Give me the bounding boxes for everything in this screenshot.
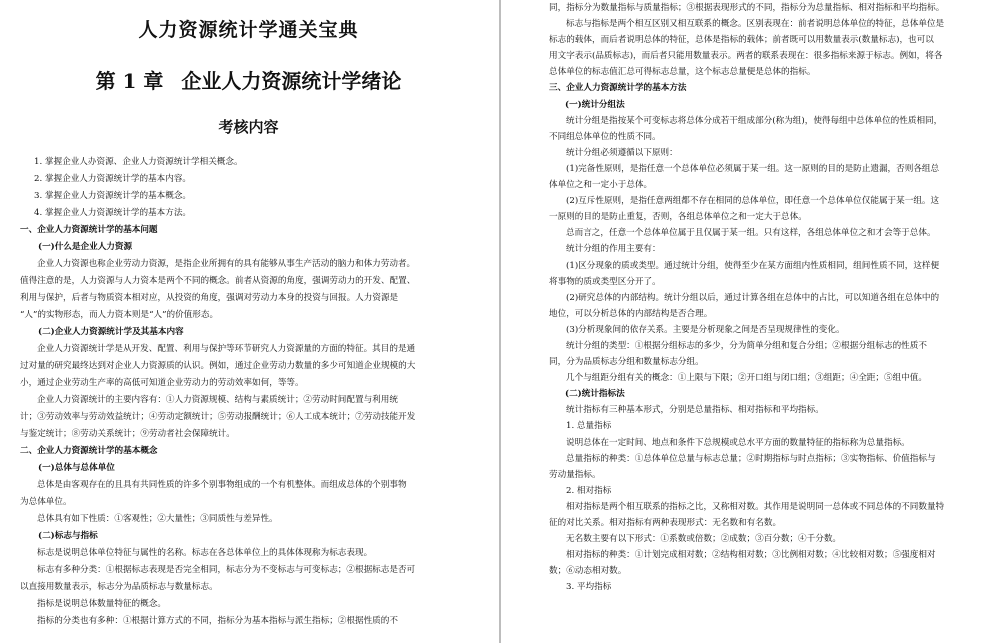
numbered-heading: 2. 相对指标 xyxy=(566,485,612,496)
paragraph-line: (1)区分现象的质或类型。通过统计分组，使得至少在某方面组内性质相同，组间性质不同，这样便 xyxy=(566,260,940,271)
section-heading: 考核内容 xyxy=(218,118,279,136)
paragraph-line: 劳动量指标。 xyxy=(549,469,601,480)
paragraph-line: 说明总体在一定时间、地点和条件下总规模或总水平方面的数量特征的指标称为总量指标。 xyxy=(566,437,910,448)
paragraph-line: 值得注意的是，人力资源与人力资本是两个不同的概念。前者从资源的角度，强调劳动力的开发、配置、 xyxy=(20,276,416,286)
paragraph-line: 一原则的目的是防止重复，否则，各组总体单位之和一定大于总体。 xyxy=(549,212,807,223)
paragraph-line: 相对指标的种类：①计划完成相对数；②结构相对数；③比例相对数；④比较相对数；⑤强度相对 xyxy=(566,550,936,561)
chapter-number: 第 1 章 xyxy=(95,69,164,93)
objective-item: 2. 掌握企业人力资源统计学的基本内容。 xyxy=(34,174,192,184)
paragraph-line: 企业人力资源统计学是从开发、配置、利用与保护等环节研究人力资源量的方面的特征。其目的是通 xyxy=(37,344,416,354)
paragraph-line: 地位，可以分析总体的内部结构是否合理。 xyxy=(549,308,713,319)
paragraph-line: 指标的分类也有多种：①根据计算方式的不同，指标分为基本指标与派生指标；②根据性质的不 xyxy=(37,616,398,626)
paragraph-line: (3)分析现象间的依存关系。主要是分析现象之间是否呈现规律性的变化。 xyxy=(566,324,845,335)
subsection-title: (二)企业人力资源统计学及其基本内容 xyxy=(38,327,184,337)
paragraph-line: 总量指标的种类：①总体单位总量与标志总量；②时期指标与时点指标；③实物指标、价值指标与 xyxy=(566,453,936,464)
paragraph-line: 企业人力资源也称企业劳动力资源，是指企业所拥有的具有能够从事生产活动的脑力和体力劳动者。 xyxy=(37,259,416,269)
paragraph-line: 统计分组的作用主要有： xyxy=(566,244,661,255)
subsection-title: (一)统计分组法 xyxy=(565,99,625,110)
paragraph-line: 相对指标是两个相互联系的指标之比，又称相对数。其作用是说明同一总体或不同总体的不同数量特 xyxy=(566,501,945,512)
objective-item: 3. 掌握企业人力资源统计学的基本概念。 xyxy=(34,191,192,201)
left-page xyxy=(0,0,499,643)
numbered-heading: 3. 平均指标 xyxy=(566,582,612,593)
numbered-heading: 1. 总量指标 xyxy=(566,421,612,432)
paragraph-line: 企业人力资源统计的主要内容有：①人力资源规模、结构与素质统计；②劳动时间配置与利用统 xyxy=(37,395,398,405)
paragraph-line: 将事物的质或类型区分开了。 xyxy=(549,276,661,287)
paragraph-line: 标志是说明总体单位特征与属性的名称。标志在各总体单位上的具体体现称为标志表现。 xyxy=(37,548,373,558)
chapter-heading xyxy=(20,66,477,96)
paragraph-line: 无名数主要有以下形式：①系数或倍数；②成数；③百分数；④千分数。 xyxy=(566,534,842,545)
paragraph-line: 利用与保护，后者与物质资本相对应，从投资的角度，强调对劳动力本身的投资与回报。人力资源是 xyxy=(20,293,399,303)
paragraph-line: (1)完备性原则，是指任意一个总体单位必须属于某一组。这一原则的目的是防止遗漏，否则各组总 xyxy=(566,163,940,174)
right-page xyxy=(501,0,1000,643)
book-title: 人力资源统计学通关宝典 xyxy=(138,19,359,41)
paragraph-line: 不同组总体单位的性质不同。 xyxy=(549,131,661,142)
paragraph-line: 同，分为品质标志分组和数量标志分组。 xyxy=(549,357,704,368)
paragraph-line: 计；③劳动效率与劳动效益统计；④劳动定额统计；⑤劳动报酬统计；⑥人工成本统计；⑦劳动技能开发 xyxy=(20,412,416,422)
paragraph-line: 数；⑥动态相对数。 xyxy=(549,566,627,577)
section-title: 二、企业人力资源统计学的基本概念 xyxy=(20,446,158,456)
paragraph-line: 为总体单位。 xyxy=(20,497,72,507)
paragraph-line: 过对量的研究最终达到对企业人力资源质的认识。例如，通过企业劳动力数量的多少可知道企业规模的大 xyxy=(20,361,416,371)
subsection-title: (一)什么是企业人力资源 xyxy=(38,242,133,252)
right-body xyxy=(549,0,980,595)
paragraph-line: (2)研究总体的内部结构。统计分组以后，通过计算各组在总体中的占比，可以知道各组在总体中的 xyxy=(566,292,940,303)
subsection-title: (二)统计指标法 xyxy=(565,389,625,400)
subsection-title: (二)标志与指标 xyxy=(38,531,98,541)
paragraph-line: 与鉴定统计；⑧劳动关系统计；⑨劳动者社会保障统计。 xyxy=(20,429,235,439)
section-title: 一、企业人力资源统计学的基本问题 xyxy=(20,225,158,235)
objective-item: 4. 掌握企业人力资源统计学的基本方法。 xyxy=(34,208,192,218)
paragraph-line: 统计分组的类型：①根据分组标志的多少，分为简单分组和复合分组；②根据分组标志的性质不 xyxy=(566,340,927,351)
chapter-title: 企业人力资源统计学绪论 xyxy=(181,69,402,93)
subsection-title: (一)总体与总体单位 xyxy=(38,463,115,473)
paragraph-line: 标志有多种分类：①根据标志表现是否完全相同，标志分为不变标志与可变标志；②根据标志是否可 xyxy=(37,565,416,575)
paragraph-line: (2)互斥性原则，是指任意两组都不存在相同的总体单位，即任意一个总体单位仅能属于某一组。这 xyxy=(566,196,940,207)
paragraph-line: 体单位之和一定小于总体。 xyxy=(549,180,653,191)
paragraph-line: 总体是由客观存在的且具有共同性质的许多个别事物组成的一个有机整体。而组成总体的个别事物 xyxy=(37,480,407,490)
paragraph-line: 标志与指标是两个相互区别又相互联系的概念。区别表现在：前者说明总体单位的特征，总体单位是 xyxy=(566,19,945,30)
paragraph-line: 以直接用数量表示，标志分为品质标志与数量标志。 xyxy=(20,582,218,592)
objective-item: 1. 掌握企业人办资源、企业人力资源统计学相关概念。 xyxy=(34,157,243,167)
paragraph-line: 标志的载体，而后者说明总体的特征，总体是指标的载体；前者既可以用数量表示(数量标志)，也可以 xyxy=(549,35,934,46)
section-title: 三、企业人力资源统计学的基本方法 xyxy=(549,83,687,94)
paragraph-line: “人”的实物形态，而人力资本则是“人”的价值形态。 xyxy=(20,310,219,320)
paragraph-line: 小，通过企业劳动生产率的高低可知道企业劳动力的劳动效率如何，等等。 xyxy=(20,378,304,388)
left-body xyxy=(20,154,477,630)
paragraph-line: 总体具有如下性质：①客观性；②大量性；③同质性与差异性。 xyxy=(37,514,278,524)
paragraph-line: 几个与组距分组有关的概念：①上限与下限；②开口组与闭口组；③组距；④全距；⑤组中值。 xyxy=(566,373,927,384)
paragraph-line: 同，指标分为数量指标与质量指标；③根据表现形式的不同，指标分为总量指标、相对指标和平均指标。 xyxy=(549,3,945,13)
paragraph-line: 统计指标有三种基本形式，分别是总量指标、相对指标和平均指标。 xyxy=(566,405,824,416)
paragraph-line: 指标是说明总体数量特征的概念。 xyxy=(37,599,166,609)
paragraph-line: 征的对比关系。相对指标有两种表现形式：无名数和有名数。 xyxy=(549,518,782,528)
paragraph-line: 总体单位的标志值汇总可得标志总量，这个标志总量便是总体的指标。 xyxy=(549,67,816,78)
paragraph-line: 统计分组是指按某个可变标志将总体分成若干组成部分(称为组)，使得每组中总体单位的性质相同， xyxy=(566,115,943,126)
paragraph-line: 统计分组必须遵循以下原则： xyxy=(566,147,678,158)
paragraph-line: 总而言之，任意一个总体单位属于且仅属于某一组。只有这样，各组总体单位之和才会等于总体。 xyxy=(566,228,936,239)
paragraph-line: 用文字表示(品质标志)，而后者只能用数量表示。两者的联系表现在：很多指标来源于标志。例如，将各 xyxy=(549,51,943,62)
